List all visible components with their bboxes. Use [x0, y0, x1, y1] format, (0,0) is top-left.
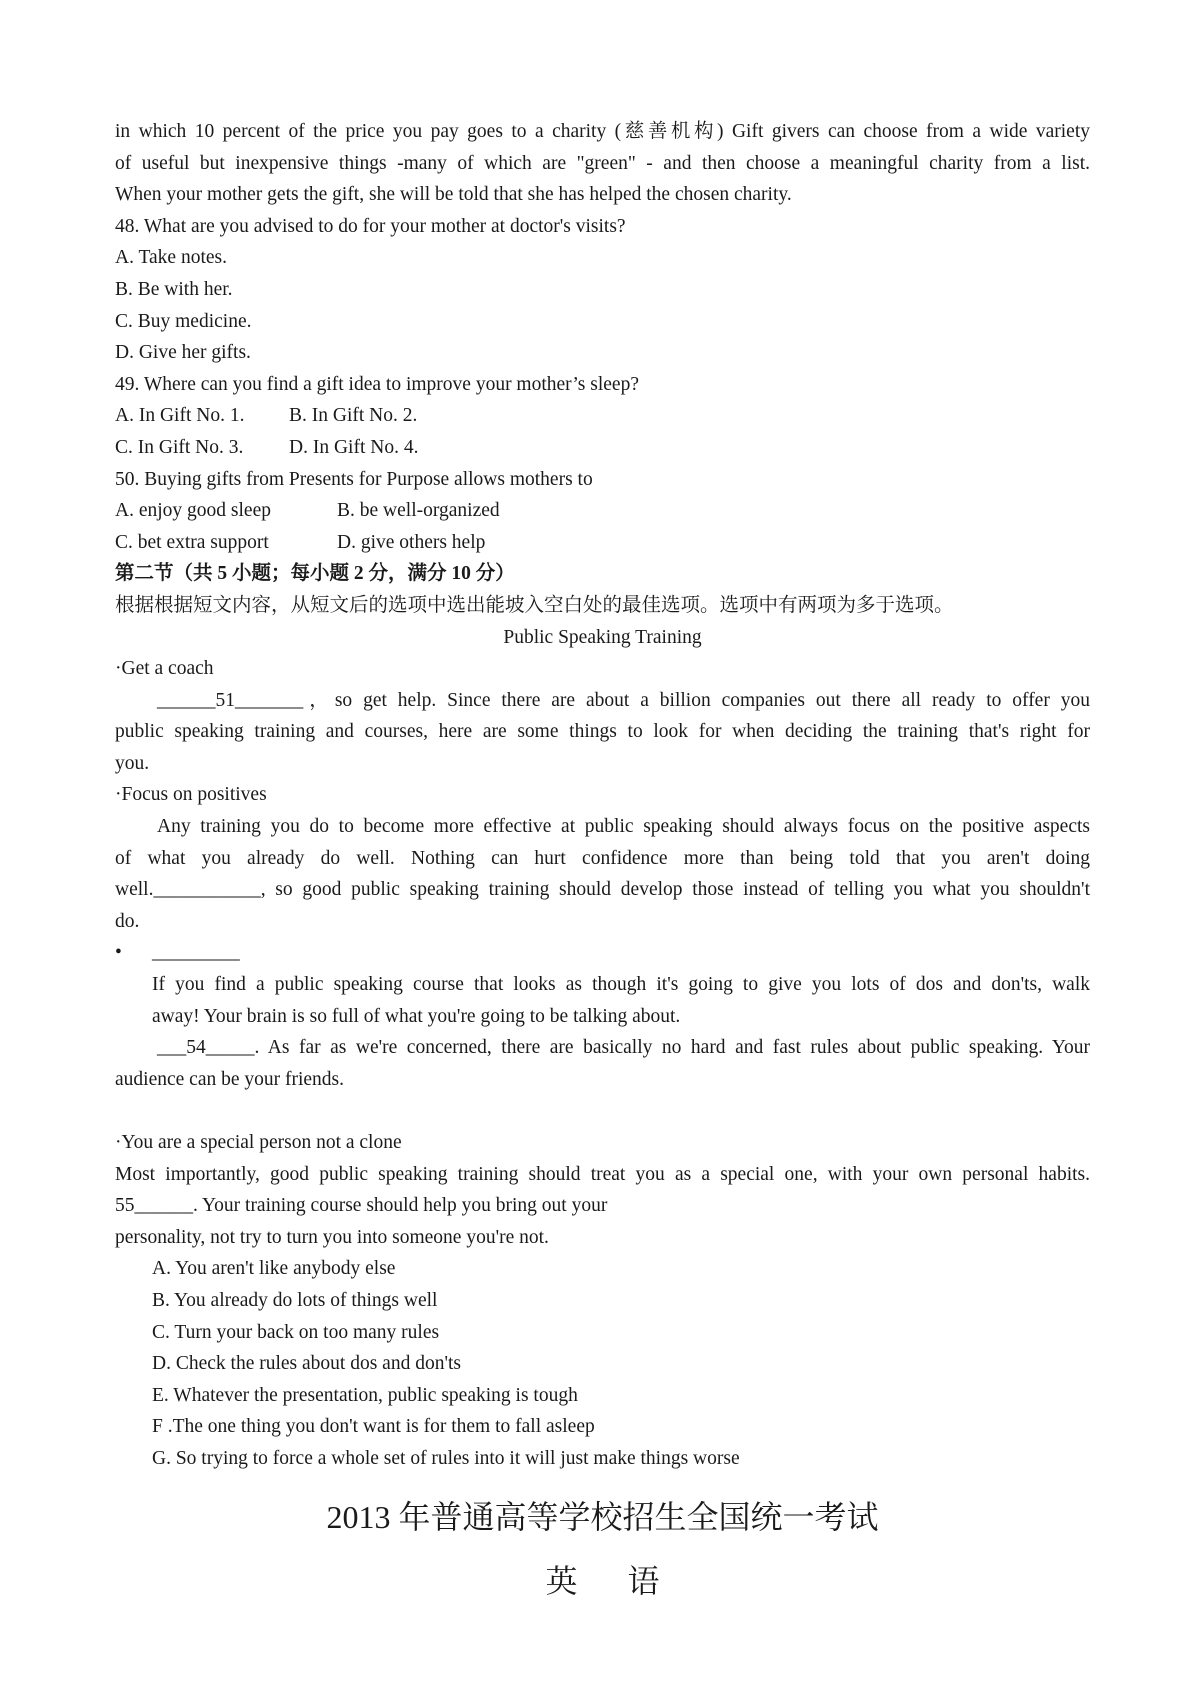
- passage-line: When your mother gets the gift, she will be told that she has helped the chosen charity.: [115, 184, 792, 206]
- q49-option-c: C. In Gift No. 3.: [115, 436, 244, 458]
- q50-option-c: C. bet extra support: [115, 531, 269, 553]
- passage-line: in which 10 percent of the price you pay goes to a charity (慈善机构) Gift givers can choose from a wide variety: [115, 121, 1090, 142]
- q48-option-b: B. Be with her.: [115, 278, 233, 300]
- blank-53: _________: [152, 942, 240, 964]
- subheading-positives: ·Focus on positives: [115, 784, 267, 806]
- paragraph-line: away! Your brain is so full of what you're going to be talking about.: [152, 1005, 681, 1027]
- subject-title: 英语: [545, 1562, 710, 1599]
- bullet-icon: •: [115, 942, 122, 964]
- blank-55: 55______: [115, 1195, 193, 1217]
- q48-option-c: C. Buy medicine.: [115, 310, 252, 332]
- exam-page: [115, 116, 1090, 1601]
- paragraph-line: 55______. Your training course should help you bring out your: [115, 1195, 608, 1217]
- spacer: [115, 1095, 1090, 1127]
- q50-option-a: A. enjoy good sleep: [115, 500, 271, 522]
- q48-option-a: A. Take notes.: [115, 247, 228, 269]
- spacer: [115, 1475, 1090, 1497]
- answer-option-d: D. Check the rules about dos and don'ts: [152, 1353, 461, 1375]
- q48-option-d: D. Give her gifts.: [115, 342, 251, 364]
- paragraph-line: If you find a public speaking course that looks as though it's going to give you lots of dos and don'ts, walk: [152, 974, 1090, 996]
- answer-option-c: C. Turn your back on too many rules: [152, 1321, 440, 1343]
- subheading-coach: ·Get a coach: [115, 658, 214, 680]
- paragraph-line: of what you already do well. Nothing can hurt confidence more than being told that you aren't doing: [115, 847, 1090, 869]
- bullet-blank-row: [115, 937, 1090, 969]
- passage-line: of useful but inexpensive things -many of which are "green" - and then choose a meaningful charity from a list.: [115, 152, 1090, 174]
- paragraph-line: Any training you do to become more effective at public speaking should always focus on the positive aspects: [157, 816, 1090, 838]
- paragraph-line: personality, not try to turn you into someone you're not.: [115, 1226, 549, 1248]
- q50-options-row-1: [115, 495, 1090, 527]
- q49-option-d: D. In Gift No. 4.: [289, 436, 419, 458]
- q49-option-a: A. In Gift No. 1.: [115, 405, 245, 427]
- paragraph-line: well.___________, so good public speaking training should develop those instead of telling you what you shouldn't: [115, 879, 1090, 901]
- q49-options-row-2: [115, 432, 1090, 464]
- paragraph-line: public speaking training and courses, here are some things to look for when deciding the training that's right for: [115, 721, 1090, 743]
- paragraph-line: you.: [115, 752, 150, 774]
- answer-option-b: B. You already do lots of things well: [152, 1289, 438, 1311]
- question-48: 48. What are you advised to do for your mother at doctor's visits?: [115, 215, 626, 237]
- answer-option-g: G. So trying to force a whole set of rules into it will just make things worse: [152, 1447, 740, 1469]
- passage-title: Public Speaking Training: [503, 626, 702, 648]
- q50-options-row-2: [115, 527, 1090, 559]
- section-instruction: 根据根据短文内容，从短文后的选项中选出能坡入空白处的最佳选项。选项中有两项为多于选项。: [115, 594, 954, 616]
- answer-option-a: A. You aren't like anybody else: [152, 1258, 396, 1280]
- subheading-clone: ·You are a special person not a clone: [115, 1132, 402, 1153]
- answer-option-f: F .The one thing you don't want is for them to fall asleep: [152, 1416, 595, 1438]
- spacer: [115, 1537, 1090, 1561]
- paragraph-line: Most importantly, good public speaking training should treat you as a special one, with your own personal habits.: [115, 1163, 1090, 1185]
- blank-51: ______51_______: [157, 689, 304, 711]
- paragraph-line: ___54_____. As far as we're concerned, there are basically no hard and fast rules about public speaking. Your: [157, 1037, 1090, 1059]
- q49-option-b: B. In Gift No. 2.: [289, 405, 418, 427]
- q49-options-row-1: [115, 400, 1090, 432]
- blank-54: ___54_____: [157, 1037, 255, 1059]
- question-49: 49. Where can you find a gift idea to improve your mother’s sleep?: [115, 373, 639, 395]
- paragraph-line: do.: [115, 910, 140, 932]
- q50-option-d: D. give others help: [337, 531, 486, 553]
- answer-option-e: E. Whatever the presentation, public speaking is tough: [152, 1384, 578, 1406]
- q50-option-b: B. be well-organized: [337, 500, 500, 522]
- question-50: 50. Buying gifts from Presents for Purpose allows mothers to: [115, 468, 593, 490]
- section-heading: 第二节（共 5 小题；每小题 2 分，满分 10 分）: [115, 563, 515, 585]
- exam-title: 2013 年普通高等学校招生全国统一考试: [326, 1498, 879, 1535]
- paragraph-line: ______51_______，so get help. Since there are about a billion companies out there all ready to offer you: [157, 689, 1090, 711]
- paragraph-line: audience can be your friends.: [115, 1068, 345, 1090]
